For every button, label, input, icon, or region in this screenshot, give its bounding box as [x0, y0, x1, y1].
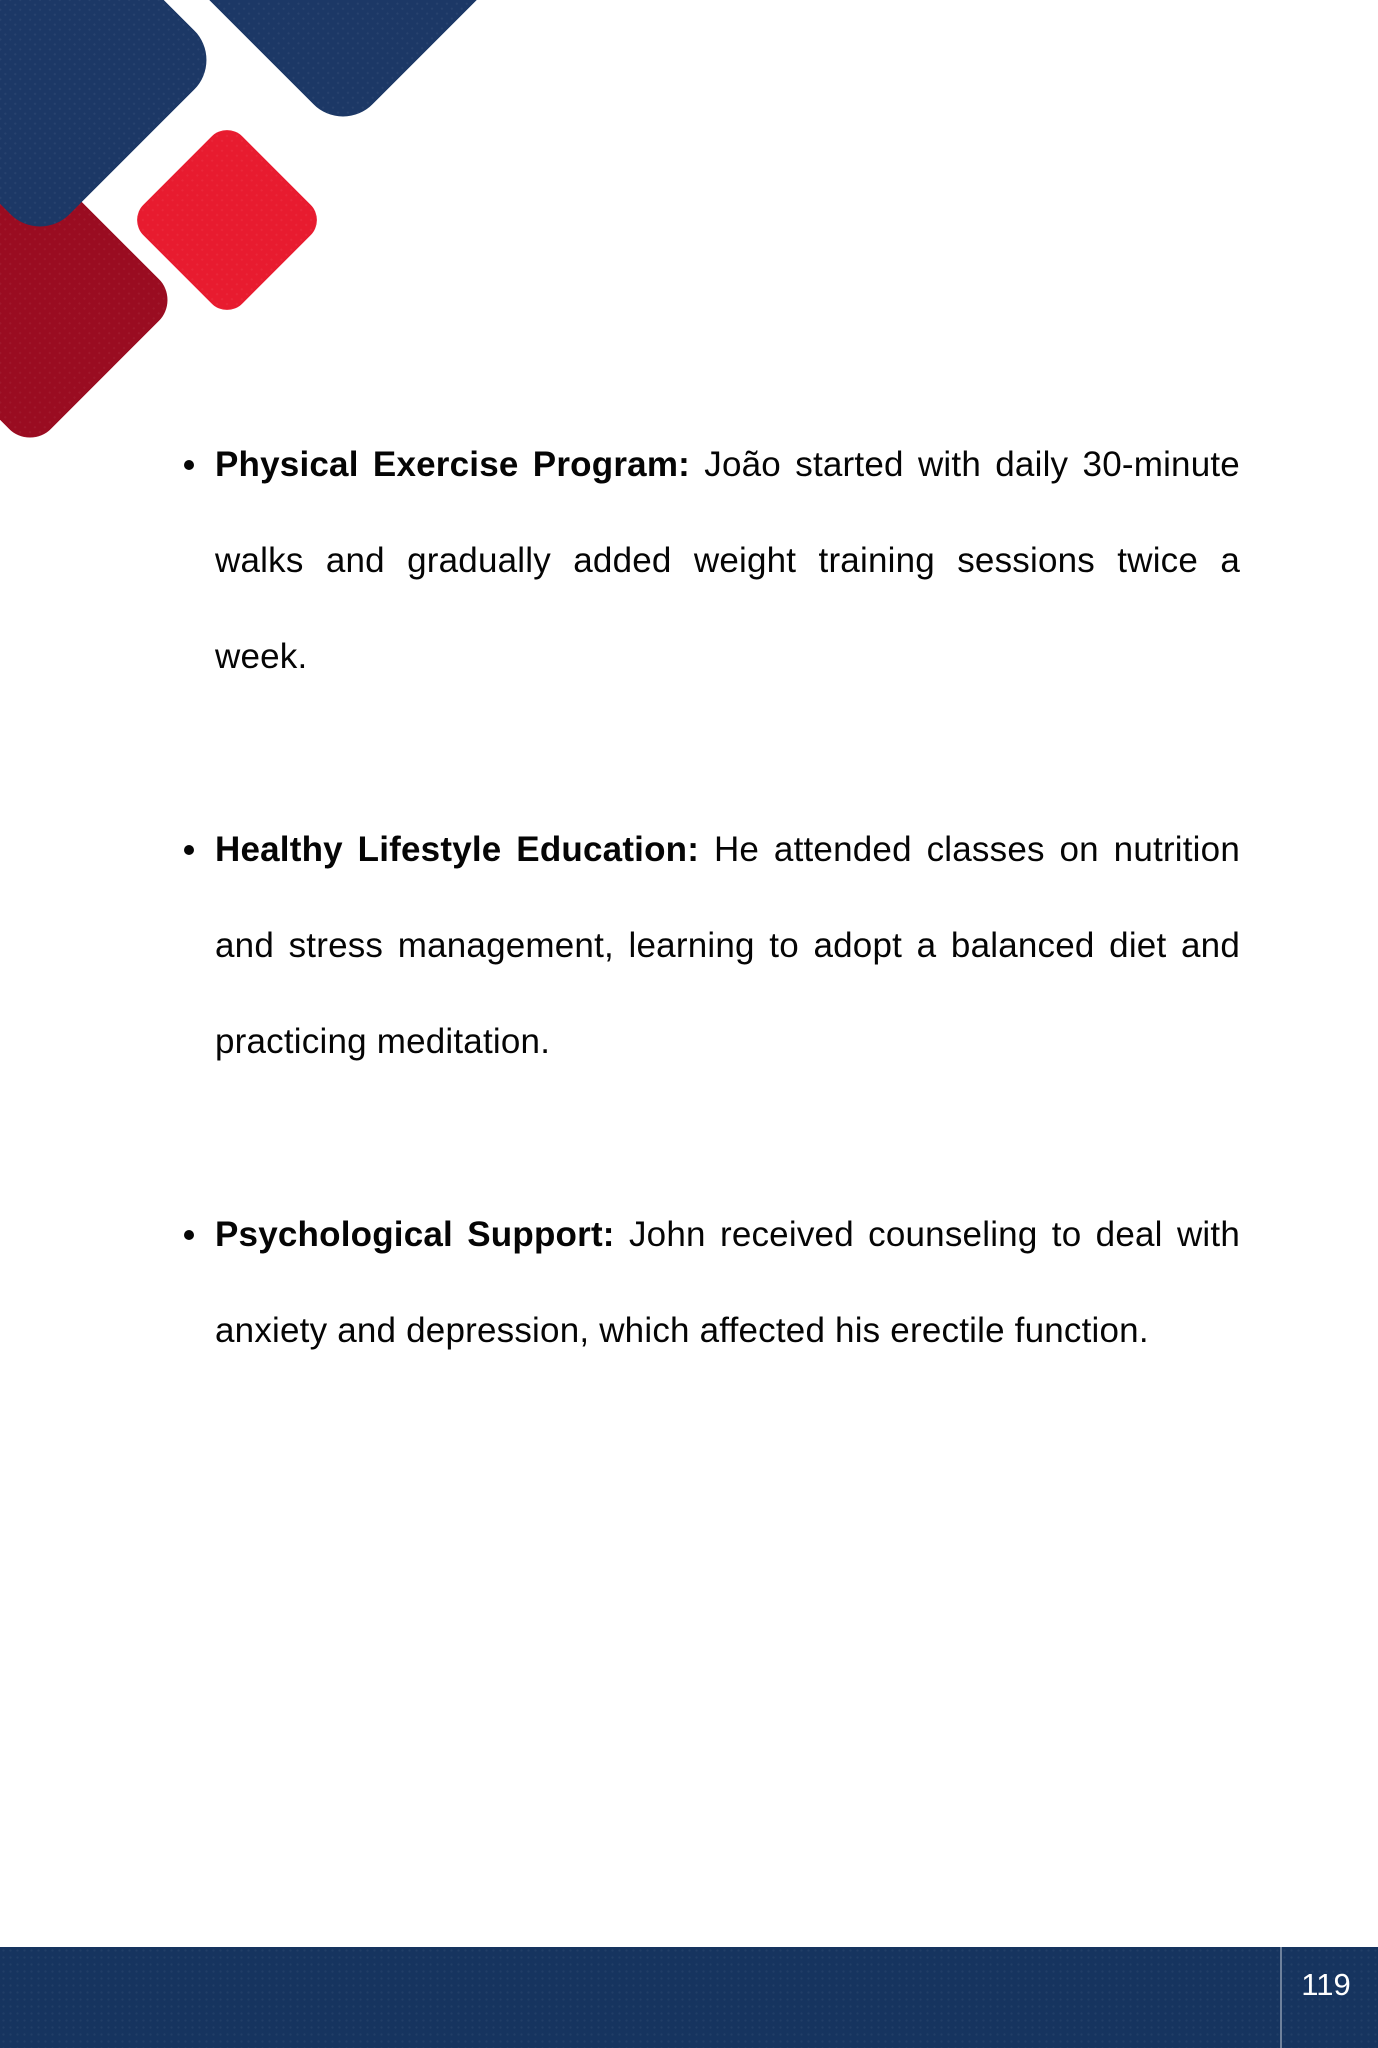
- bullet-icon: [184, 845, 194, 855]
- bullet-lead: Physical Exercise Program:: [215, 445, 690, 484]
- bullet-icon: [184, 1230, 194, 1240]
- bullet-text: John received counseling to deal with anxiety and depression, which affected his erectile function.: [215, 1215, 1240, 1350]
- bullet-lead: Psychological Support:: [215, 1215, 615, 1254]
- navy-diamond-icon: [159, 0, 527, 134]
- list-item: [182, 802, 1240, 1090]
- bullet-lead: Healthy Lifestyle Education:: [215, 830, 700, 869]
- bullet-text: João started with daily 30-minute walks and gradually added weight training sessions twice a week.: [215, 445, 1240, 676]
- list-item: [182, 417, 1240, 705]
- bullet-icon: [184, 460, 194, 470]
- footer-bar: [0, 1947, 1378, 2048]
- list-item: [182, 1187, 1240, 1379]
- bullet-list: [182, 417, 1240, 1379]
- bullet-text: He attended classes on nutrition and stress management, learning to adopt a balanced diet and practicing meditation.: [215, 830, 1240, 1061]
- page-number: 119: [1301, 1967, 1351, 2002]
